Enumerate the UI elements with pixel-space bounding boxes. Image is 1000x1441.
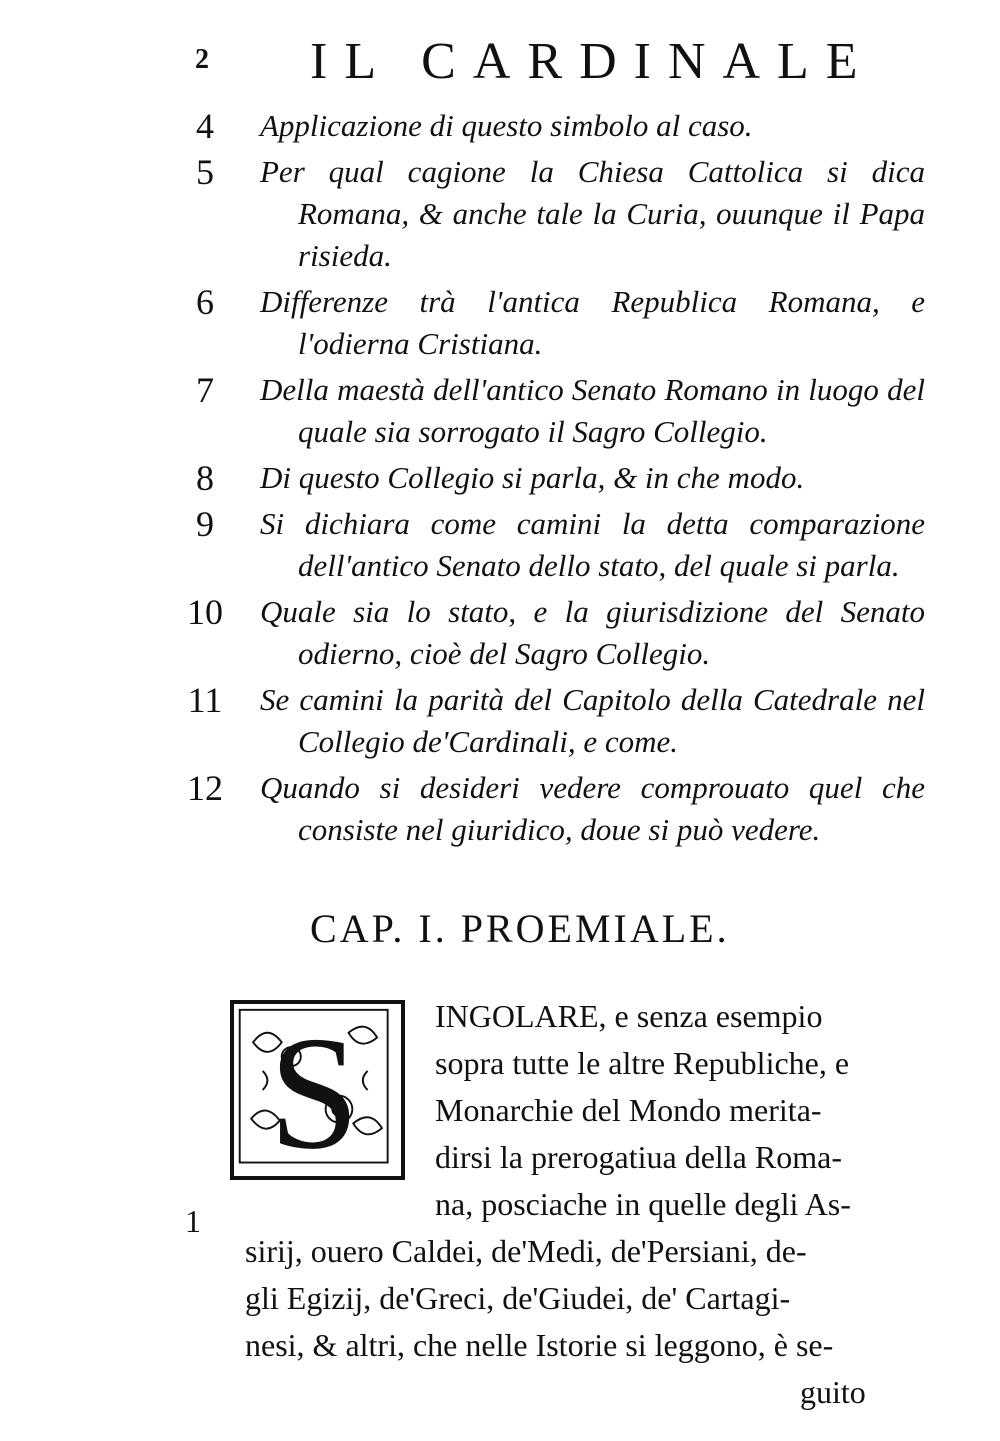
- summary-text: Applicazione di questo simbolo al caso.: [260, 108, 753, 143]
- body-line: dirsi la prerogatiua della Roma-: [435, 1139, 842, 1175]
- chapter-summary-list: [165, 105, 925, 855]
- summary-text: Della maestà dell'antico Senato Romano in luogo del quale sia sorrogato il Sagro Collegio.: [260, 372, 925, 449]
- list-item: [165, 105, 925, 147]
- margin-note-number: 1: [185, 1203, 201, 1239]
- summary-number: 9: [196, 504, 214, 544]
- summary-number: 8: [196, 458, 214, 498]
- list-item: [165, 369, 925, 453]
- summary-text: Quando si desideri vedere comprouato quel che consiste nel giuridico, doue si può vedere.: [260, 770, 925, 847]
- page-number: 2: [195, 44, 209, 75]
- summary-number: 4: [196, 106, 214, 146]
- chapter-title: CAP. I. PROEMIALE.: [310, 906, 730, 951]
- summary-number: 6: [196, 282, 214, 322]
- summary-number: 7: [196, 370, 214, 410]
- summary-text: Differenze trà l'antica Republica Romana, e l'odierna Cristiana.: [260, 284, 925, 361]
- list-item: [165, 151, 925, 277]
- summary-number: 5: [196, 152, 214, 192]
- body-line: sopra tutte le altre Republiche, e: [435, 1045, 850, 1081]
- drop-cap-letter: S: [269, 1004, 360, 1176]
- summary-number: 10: [187, 592, 223, 632]
- catchword: guito: [800, 1374, 866, 1410]
- running-title: IL CARDINALE: [310, 33, 875, 90]
- list-item: [165, 457, 925, 499]
- body-line: INGOLARE, e senza esempio: [435, 998, 823, 1034]
- body-line: gli Egizij, de'Greci, de'Giudei, de' Cartagi-: [245, 1280, 791, 1316]
- body-line: Monarchie del Mondo merita-: [435, 1092, 822, 1128]
- summary-text: Per qual cagione la Chiesa Cattolica si dica Romana, & anche tale la Curia, ouunque il Papa risieda.: [260, 154, 925, 273]
- body-line: sirij, ouero Caldei, de'Medi, de'Persiani, de-: [245, 1233, 807, 1269]
- summary-text: Se camini la parità del Capitolo della Catedrale nel Collegio de'Cardinali, e come.: [260, 682, 925, 759]
- list-item: [165, 281, 925, 365]
- summary-number: 12: [187, 768, 223, 808]
- list-item: [165, 767, 925, 851]
- summary-text: Si dichiara come camini la detta comparazione dell'antico Senato dello stato, del quale si parla.: [260, 506, 925, 583]
- summary-text: Di questo Collegio si parla, & in che modo.: [260, 460, 805, 495]
- body-paragraph: [185, 993, 910, 1416]
- list-item: [165, 591, 925, 675]
- summary-text: Quale sia lo stato, e la giurisdizione del Senato odierno, cioè del Sagro Collegio.: [260, 594, 925, 671]
- list-item: [165, 679, 925, 763]
- body-line: nesi, & altri, che nelle Istorie si leggono, è se-: [245, 1327, 834, 1363]
- list-item: [165, 503, 925, 587]
- body-line: na, posciache in quelle degli As-: [435, 1186, 851, 1222]
- running-head: [195, 30, 875, 100]
- summary-number: 11: [187, 680, 223, 720]
